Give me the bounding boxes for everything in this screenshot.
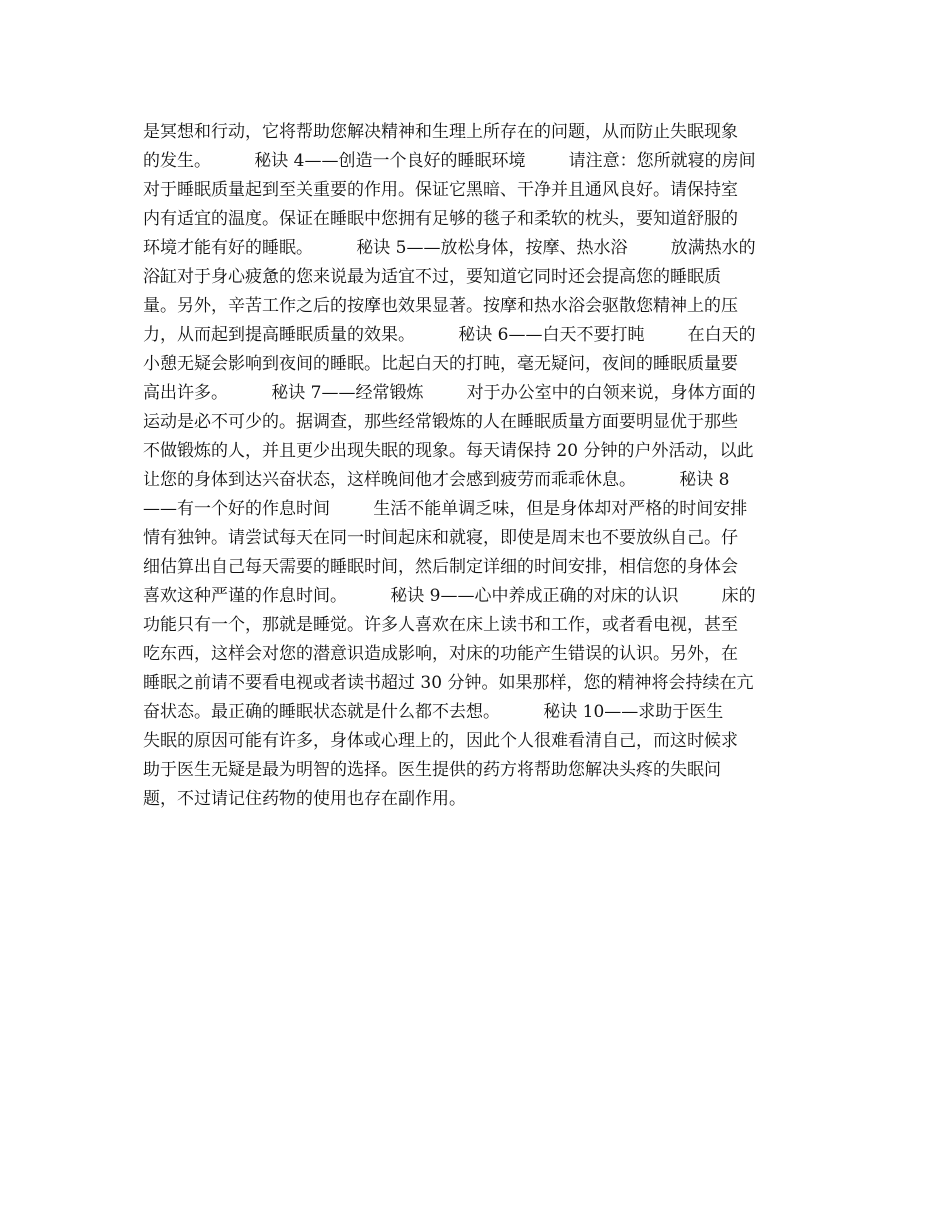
text-line: 小憩无疑会影响到夜间的睡眠。比起白天的打盹，毫无疑问，夜间的睡眠质量要 <box>143 354 738 374</box>
text-line: 高出许多。 秘诀 7——经常锻炼 对于办公室中的白领来说，身体方面的 <box>143 383 756 403</box>
text-line: 睡眠之前请不要看电视或者读书超过 30 分钟。如果那样，您的精神将会持续在亢 <box>143 673 754 693</box>
text-line: 喜欢这种严谨的作息时间。 秘诀 9——心中养成正确的对床的认识 床的 <box>143 586 756 606</box>
text-line: 奋状态。最正确的睡眠状态就是什么都不去想。 秘诀 10——求助于医生 <box>143 702 724 722</box>
text-line: 细估算出自己每天需要的睡眠时间，然后制定详细的时间安排，相信您的身体会 <box>143 557 738 577</box>
text-line: 对于睡眠质量起到至关重要的作用。保证它黑暗、干净并且通风良好。请保持室 <box>143 180 738 200</box>
text-line: ——有一个好的作息时间 生活不能单调乏味，但是身体却对严格的时间安排 <box>143 499 748 519</box>
text-line: 失眠的原因可能有许多，身体或心理上的，因此个人很难看清自己，而这时候求 <box>143 731 738 751</box>
text-line: 吃东西，这样会对您的潜意识造成影响，对床的功能产生错误的认识。另外，在 <box>143 644 738 664</box>
text-line: 浴缸对于身心疲惫的您来说最为适宜不过，要知道它同时还会提高您的睡眠质 <box>143 267 721 287</box>
text-line: 运动是必不可少的。据调查，那些经常锻炼的人在睡眠质量方面要明显优于那些 <box>143 412 738 432</box>
text-line: 让您的身体到达兴奋状态，这样晚间他才会感到疲劳而乖乖休息。 秘诀 8 <box>143 470 730 490</box>
text-line: 力，从而起到提高睡眠质量的效果。 秘诀 6——白天不要打盹 在白天的 <box>143 325 756 345</box>
text-line: 是冥想和行动，它将帮助您解决精神和生理上所存在的问题，从而防止失眠现象 <box>143 122 738 142</box>
text-line: 题，不过请记住药物的使用也存在副作用。 <box>143 789 466 809</box>
text-line: 内有适宜的温度。保证在睡眠中您拥有足够的毯子和柔软的枕头，要知道舒服的 <box>143 209 738 229</box>
text-line: 不做锻炼的人，并且更少出现失眠的现象。每天请保持 20 分钟的户外活动，以此 <box>143 441 754 461</box>
text-line: 助于医生无疑是最为明智的选择。医生提供的药方将帮助您解决头疼的失眠问 <box>143 760 721 780</box>
text-line: 情有独钟。请尝试每天在同一时间起床和就寝，即使是周末也不要放纵自己。仔 <box>143 528 738 548</box>
body-text <box>143 118 823 814</box>
text-line: 功能只有一个，那就是睡觉。许多人喜欢在床上读书和工作，或者看电视，甚至 <box>143 615 738 635</box>
text-line: 环境才能有好的睡眠。 秘诀 5——放松身体，按摩、热水浴 放满热水的 <box>143 238 756 258</box>
text-line: 量。另外，辛苦工作之后的按摩也效果显著。按摩和热水浴会驱散您精神上的压 <box>143 296 738 316</box>
text-line: 的发生。 秘诀 4——创造一个良好的睡眠环境 请注意：您所就寝的房间 <box>143 151 756 171</box>
